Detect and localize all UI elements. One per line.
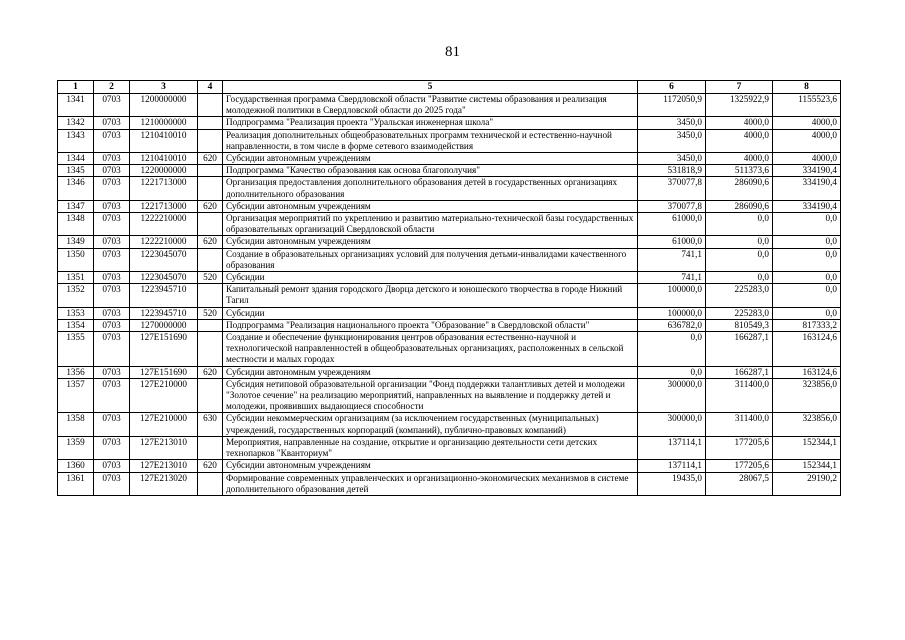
row-number: 1343 xyxy=(58,129,94,152)
table-row xyxy=(58,460,841,472)
amount-year3: 0,0 xyxy=(773,213,841,236)
amount-year1: 100000,0 xyxy=(638,307,706,319)
target-code: 127E213020 xyxy=(130,472,198,495)
target-code: 1210000000 xyxy=(130,117,198,129)
expense-type: 620 xyxy=(198,200,223,212)
amount-year1: 741,1 xyxy=(638,272,706,284)
table-row xyxy=(58,94,841,117)
amount-year3: 0,0 xyxy=(773,248,841,271)
row-number: 1357 xyxy=(58,378,94,413)
amount-year2: 0,0 xyxy=(706,236,773,248)
amount-year1: 137114,1 xyxy=(638,436,706,459)
amount-year3: 0,0 xyxy=(773,284,841,307)
column-header: 1 xyxy=(58,81,94,94)
item-name: Субсидии автономным учреждениям xyxy=(223,366,638,378)
amount-year3: 163124,6 xyxy=(773,366,841,378)
amount-year3: 29190,2 xyxy=(773,472,841,495)
table-row xyxy=(58,472,841,495)
target-code: 1221713000 xyxy=(130,177,198,200)
row-number: 1351 xyxy=(58,272,94,284)
amount-year1: 370077,8 xyxy=(638,200,706,212)
section-code: 0703 xyxy=(94,213,130,236)
column-header: 4 xyxy=(198,81,223,94)
table-row xyxy=(58,284,841,307)
amount-year2: 1325922,9 xyxy=(706,94,773,117)
expense-type: 630 xyxy=(198,413,223,436)
item-name: Реализация дополнительных общеобразовательных программ технической и естественно-научной направленности, в том числе в форме сетевого взаимодействия xyxy=(223,129,638,152)
section-code: 0703 xyxy=(94,332,130,367)
row-number: 1360 xyxy=(58,460,94,472)
target-code: 127E213010 xyxy=(130,436,198,459)
amount-year3: 334190,4 xyxy=(773,177,841,200)
table-body xyxy=(58,94,841,496)
row-number: 1349 xyxy=(58,236,94,248)
section-code: 0703 xyxy=(94,200,130,212)
column-header: 6 xyxy=(638,81,706,94)
row-number: 1356 xyxy=(58,366,94,378)
row-number: 1350 xyxy=(58,248,94,271)
section-code: 0703 xyxy=(94,472,130,495)
expense-type xyxy=(198,319,223,331)
amount-year1: 0,0 xyxy=(638,366,706,378)
amount-year2: 4000,0 xyxy=(706,153,773,165)
amount-year1: 61000,0 xyxy=(638,213,706,236)
amount-year2: 177205,6 xyxy=(706,436,773,459)
item-name: Субсидии автономным учреждениям xyxy=(223,200,638,212)
column-header: 8 xyxy=(773,81,841,94)
table-row xyxy=(58,366,841,378)
expense-type xyxy=(198,129,223,152)
item-name: Подпрограмма "Качество образования как основа благополучия" xyxy=(223,165,638,177)
table-row xyxy=(58,307,841,319)
row-number: 1359 xyxy=(58,436,94,459)
expense-type: 520 xyxy=(198,272,223,284)
section-code: 0703 xyxy=(94,460,130,472)
column-header: 7 xyxy=(706,81,773,94)
amount-year2: 225283,0 xyxy=(706,307,773,319)
item-name: Подпрограмма "Реализация национального проекта "Образование" в Свердловской области" xyxy=(223,319,638,331)
amount-year2: 0,0 xyxy=(706,248,773,271)
amount-year1: 3450,0 xyxy=(638,129,706,152)
amount-year1: 0,0 xyxy=(638,332,706,367)
row-number: 1344 xyxy=(58,153,94,165)
amount-year1: 3450,0 xyxy=(638,117,706,129)
amount-year2: 0,0 xyxy=(706,272,773,284)
target-code: 1270000000 xyxy=(130,319,198,331)
target-code: 1222210000 xyxy=(130,236,198,248)
amount-year3: 163124,6 xyxy=(773,332,841,367)
expense-type xyxy=(198,332,223,367)
target-code: 1223945710 xyxy=(130,307,198,319)
table-row xyxy=(58,248,841,271)
amount-year3: 323856,0 xyxy=(773,378,841,413)
section-code: 0703 xyxy=(94,94,130,117)
target-code: 1210410010 xyxy=(130,129,198,152)
expense-type xyxy=(198,177,223,200)
table-row xyxy=(58,332,841,367)
amount-year3: 0,0 xyxy=(773,236,841,248)
amount-year1: 19435,0 xyxy=(638,472,706,495)
item-name: Государственная программа Свердловской области "Развитие системы образования и реализация молодежной политики в Свердловской области до 2025 года" xyxy=(223,94,638,117)
amount-year2: 311400,0 xyxy=(706,378,773,413)
target-code: 1223045070 xyxy=(130,248,198,271)
section-code: 0703 xyxy=(94,436,130,459)
expense-type xyxy=(198,165,223,177)
table-row xyxy=(58,236,841,248)
item-name: Субсидии xyxy=(223,272,638,284)
column-header: 3 xyxy=(130,81,198,94)
amount-year3: 152344,1 xyxy=(773,460,841,472)
item-name: Субсидии автономным учреждениям xyxy=(223,153,638,165)
item-name: Организация предоставления дополнительного образования детей в государственных организациях дополнительного образования xyxy=(223,177,638,200)
section-code: 0703 xyxy=(94,307,130,319)
table-row xyxy=(58,153,841,165)
target-code: 127E151690 xyxy=(130,332,198,367)
amount-year1: 137114,1 xyxy=(638,460,706,472)
expense-type xyxy=(198,213,223,236)
amount-year3: 817333,2 xyxy=(773,319,841,331)
amount-year1: 1172050,9 xyxy=(638,94,706,117)
item-name: Организация мероприятий по укреплению и развитию материально-технической базы государственных образовательных организаций Свердловской области xyxy=(223,213,638,236)
expense-type xyxy=(198,248,223,271)
row-number: 1342 xyxy=(58,117,94,129)
amount-year2: 225283,0 xyxy=(706,284,773,307)
table-row xyxy=(58,319,841,331)
amount-year3: 4000,0 xyxy=(773,153,841,165)
target-code: 1210410010 xyxy=(130,153,198,165)
section-code: 0703 xyxy=(94,236,130,248)
section-code: 0703 xyxy=(94,319,130,331)
section-code: 0703 xyxy=(94,117,130,129)
expense-type xyxy=(198,284,223,307)
amount-year1: 636782,0 xyxy=(638,319,706,331)
amount-year3: 0,0 xyxy=(773,307,841,319)
amount-year1: 531818,9 xyxy=(638,165,706,177)
target-code: 1222210000 xyxy=(130,213,198,236)
row-number: 1346 xyxy=(58,177,94,200)
header-row xyxy=(58,81,841,94)
table-row xyxy=(58,413,841,436)
expense-type xyxy=(198,94,223,117)
row-number: 1354 xyxy=(58,319,94,331)
item-name: Субсидии некоммерческим организациям (за исключением государственных (муниципальных) учреждений, государственных корпораций (компаний), публично-правовых компаний) xyxy=(223,413,638,436)
amount-year1: 741,1 xyxy=(638,248,706,271)
amount-year1: 61000,0 xyxy=(638,236,706,248)
table-row xyxy=(58,272,841,284)
section-code: 0703 xyxy=(94,177,130,200)
amount-year2: 177205,6 xyxy=(706,460,773,472)
target-code: 1200000000 xyxy=(130,94,198,117)
section-code: 0703 xyxy=(94,284,130,307)
amount-year2: 4000,0 xyxy=(706,129,773,152)
amount-year1: 370077,8 xyxy=(638,177,706,200)
target-code: 127E210000 xyxy=(130,413,198,436)
amount-year2: 28067,5 xyxy=(706,472,773,495)
row-number: 1352 xyxy=(58,284,94,307)
table-row xyxy=(58,378,841,413)
row-number: 1348 xyxy=(58,213,94,236)
table-row xyxy=(58,177,841,200)
target-code: 127E151690 xyxy=(130,366,198,378)
amount-year3: 152344,1 xyxy=(773,436,841,459)
item-name: Подпрограмма "Реализация проекта "Уральская инженерная школа" xyxy=(223,117,638,129)
amount-year1: 300000,0 xyxy=(638,413,706,436)
target-code: 127E210000 xyxy=(130,378,198,413)
item-name: Создание и обеспечение функционирования центров образования естественно-научной и технологической направленностей в общеобразовательных организациях, расположенных в сельской местности и малых городах xyxy=(223,332,638,367)
amount-year2: 166287,1 xyxy=(706,366,773,378)
target-code: 1223945710 xyxy=(130,284,198,307)
section-code: 0703 xyxy=(94,129,130,152)
table-row xyxy=(58,117,841,129)
row-number: 1353 xyxy=(58,307,94,319)
item-name: Субсидии автономным учреждениям xyxy=(223,236,638,248)
amount-year2: 286090,6 xyxy=(706,177,773,200)
expense-type: 620 xyxy=(198,460,223,472)
amount-year3: 323856,0 xyxy=(773,413,841,436)
page-number: 81 xyxy=(445,44,460,60)
expense-type xyxy=(198,472,223,495)
expense-type: 620 xyxy=(198,153,223,165)
section-code: 0703 xyxy=(94,366,130,378)
row-number: 1347 xyxy=(58,200,94,212)
item-name: Субсидии автономным учреждениям xyxy=(223,460,638,472)
row-number: 1355 xyxy=(58,332,94,367)
item-name: Субсидии xyxy=(223,307,638,319)
amount-year1: 3450,0 xyxy=(638,153,706,165)
expense-type: 620 xyxy=(198,236,223,248)
amount-year2: 286090,6 xyxy=(706,200,773,212)
amount-year2: 810549,3 xyxy=(706,319,773,331)
amount-year2: 511373,6 xyxy=(706,165,773,177)
expense-type: 520 xyxy=(198,307,223,319)
item-name: Создание в образовательных организациях условий для получения детьми-инвалидами качественного образования xyxy=(223,248,638,271)
item-name: Формирование современных управленческих и организационно-экономических механизмов в системе дополнительного образования детей xyxy=(223,472,638,495)
table-row xyxy=(58,200,841,212)
target-code: 1220000000 xyxy=(130,165,198,177)
expense-type xyxy=(198,436,223,459)
amount-year1: 100000,0 xyxy=(638,284,706,307)
item-name: Капитальный ремонт здания городского Дворца детского и юношеского творчества в городе Нижний Тагил xyxy=(223,284,638,307)
table-row xyxy=(58,165,841,177)
section-code: 0703 xyxy=(94,153,130,165)
item-name: Мероприятия, направленные на создание, открытие и организацию деятельности сети детских технопарков "Кванториум" xyxy=(223,436,638,459)
expense-type: 620 xyxy=(198,366,223,378)
expense-type xyxy=(198,378,223,413)
amount-year3: 334190,4 xyxy=(773,165,841,177)
item-name: Субсидия нетиповой образовательной организации "Фонд поддержки талантливых детей и молодежи "Золотое сечение" на реализацию мероприятий, направленных на выявление и поддержку детей и молодежи, проявивших выдающиеся способности xyxy=(223,378,638,413)
amount-year3: 334190,4 xyxy=(773,200,841,212)
row-number: 1345 xyxy=(58,165,94,177)
table-row xyxy=(58,129,841,152)
section-code: 0703 xyxy=(94,248,130,271)
row-number: 1361 xyxy=(58,472,94,495)
target-code: 1221713000 xyxy=(130,200,198,212)
amount-year2: 311400,0 xyxy=(706,413,773,436)
amount-year2: 4000,0 xyxy=(706,117,773,129)
section-code: 0703 xyxy=(94,272,130,284)
amount-year3: 4000,0 xyxy=(773,117,841,129)
amount-year3: 0,0 xyxy=(773,272,841,284)
table-row xyxy=(58,213,841,236)
amount-year2: 0,0 xyxy=(706,213,773,236)
section-code: 0703 xyxy=(94,413,130,436)
column-header: 2 xyxy=(94,81,130,94)
amount-year1: 300000,0 xyxy=(638,378,706,413)
amount-year3: 1155523,6 xyxy=(773,94,841,117)
amount-year2: 166287,1 xyxy=(706,332,773,367)
row-number: 1358 xyxy=(58,413,94,436)
row-number: 1341 xyxy=(58,94,94,117)
section-code: 0703 xyxy=(94,378,130,413)
table-row xyxy=(58,436,841,459)
column-header: 5 xyxy=(223,81,638,94)
target-code: 1223045070 xyxy=(130,272,198,284)
budget-table xyxy=(57,80,841,496)
amount-year3: 4000,0 xyxy=(773,129,841,152)
expense-type xyxy=(198,117,223,129)
target-code: 127E213010 xyxy=(130,460,198,472)
section-code: 0703 xyxy=(94,165,130,177)
